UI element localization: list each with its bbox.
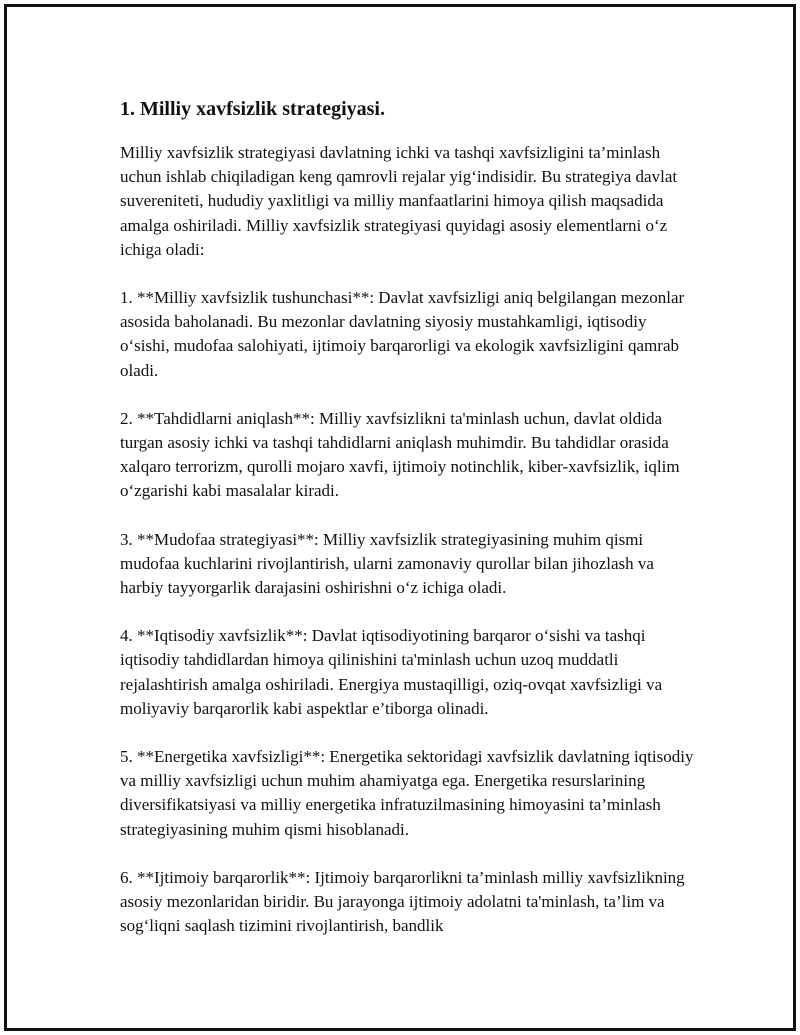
paragraph-economic-security: 4. **Iqtisodiy xavfsizlik**: Davlat iqtisodiyotining barqaror o‘sishi va tashqi iqtisodiy tahdidlardan himoya qilinishini ta'minlash uchun uzoq muddatli rejalashtirish amalga oshiriladi. Energiya mustaqilligi, oziq-ovqat xavfsizligi va moliyaviy barqarorlik kabi aspektlar e’tiborga olinadi. xyxy=(120,626,663,718)
paragraph-social-stability: 6. **Ijtimoiy barqarorlik**: Ijtimoiy barqarorlikni ta’minlash milliy xavfsizlikning asosiy mezonlaridan biridir. Bu jarayonga ijtimoiy adolatni ta'minlash, ta’lim va sog‘liqni saqlash tizimini rivojlantirish, bandlik xyxy=(120,867,685,936)
document-title: 1. Milliy xavfsizlik strategiyasi. xyxy=(120,98,385,120)
intro-paragraph: Milliy xavfsizlik strategiyasi davlatning ichki va tashqi xavfsizligini ta’minlash uchun ishlab chiqiladigan keng qamrovli rejalar yig‘indisidir. Bu strategiya davlat suvereniteti, hududiy yaxlitligi va milliy manfaatlarini himoya qilish maqsadida amalga oshiriladi. Milliy xavfsizlik strategiyasi quyidagi asosiy elementlarni o‘z ichiga oladi: xyxy=(120,143,678,259)
paragraph-national-security-concept: 1. **Milliy xavfsizlik tushunchasi**: Davlat xavfsizligi aniq belgilangan mezonlar asosida baholanadi. Bu mezonlar davlatning siyosiy mustahkamligi, iqtisodiy o‘sishi, mudofaa salohiyati, ijtimoiy barqarorligi va ekologik xavfsizligini qamrab oladi. xyxy=(120,288,685,380)
document-body xyxy=(120,95,700,962)
paragraph-energy-security: 5. **Energetika xavfsizligi**: Energetika sektoridagi xavfsizlik davlatning iqtisodiy va milliy xavfsizligi uchun muhim ahamiyatga ega. Energetika resurslarining diversifikatsiyasi va milliy energetika infratuzilmasining himoyasini ta’minlash strategiyasining muhim qismi hisoblanadi. xyxy=(120,747,694,839)
paragraph-defense-strategy: 3. **Mudofaa strategiyasi**: Milliy xavfsizlik strategiyasining muhim qismi mudofaa kuchlarini rivojlantirish, ularni zamonaviy qurollar bilan jihozlash va harbiy tayyorgarlik darajasini oshirishni o‘z ichiga oladi. xyxy=(120,529,654,598)
page-frame xyxy=(4,4,796,1031)
paragraph-threat-identification: 2. **Tahdidlarni aniqlash**: Milliy xavfsizlikni ta'minlash uchun, davlat oldida turgan asosiy ichki va tashqi tahdidlarni aniqlash muhimdir. Bu tahdidlar orasida xalqaro terrorizm, qurolli mojaro xavfi, ijtimoiy notinchlik, kiber-xavfsizlik, iqlim o‘zgarishi kabi masalalar kiradi. xyxy=(120,408,680,501)
